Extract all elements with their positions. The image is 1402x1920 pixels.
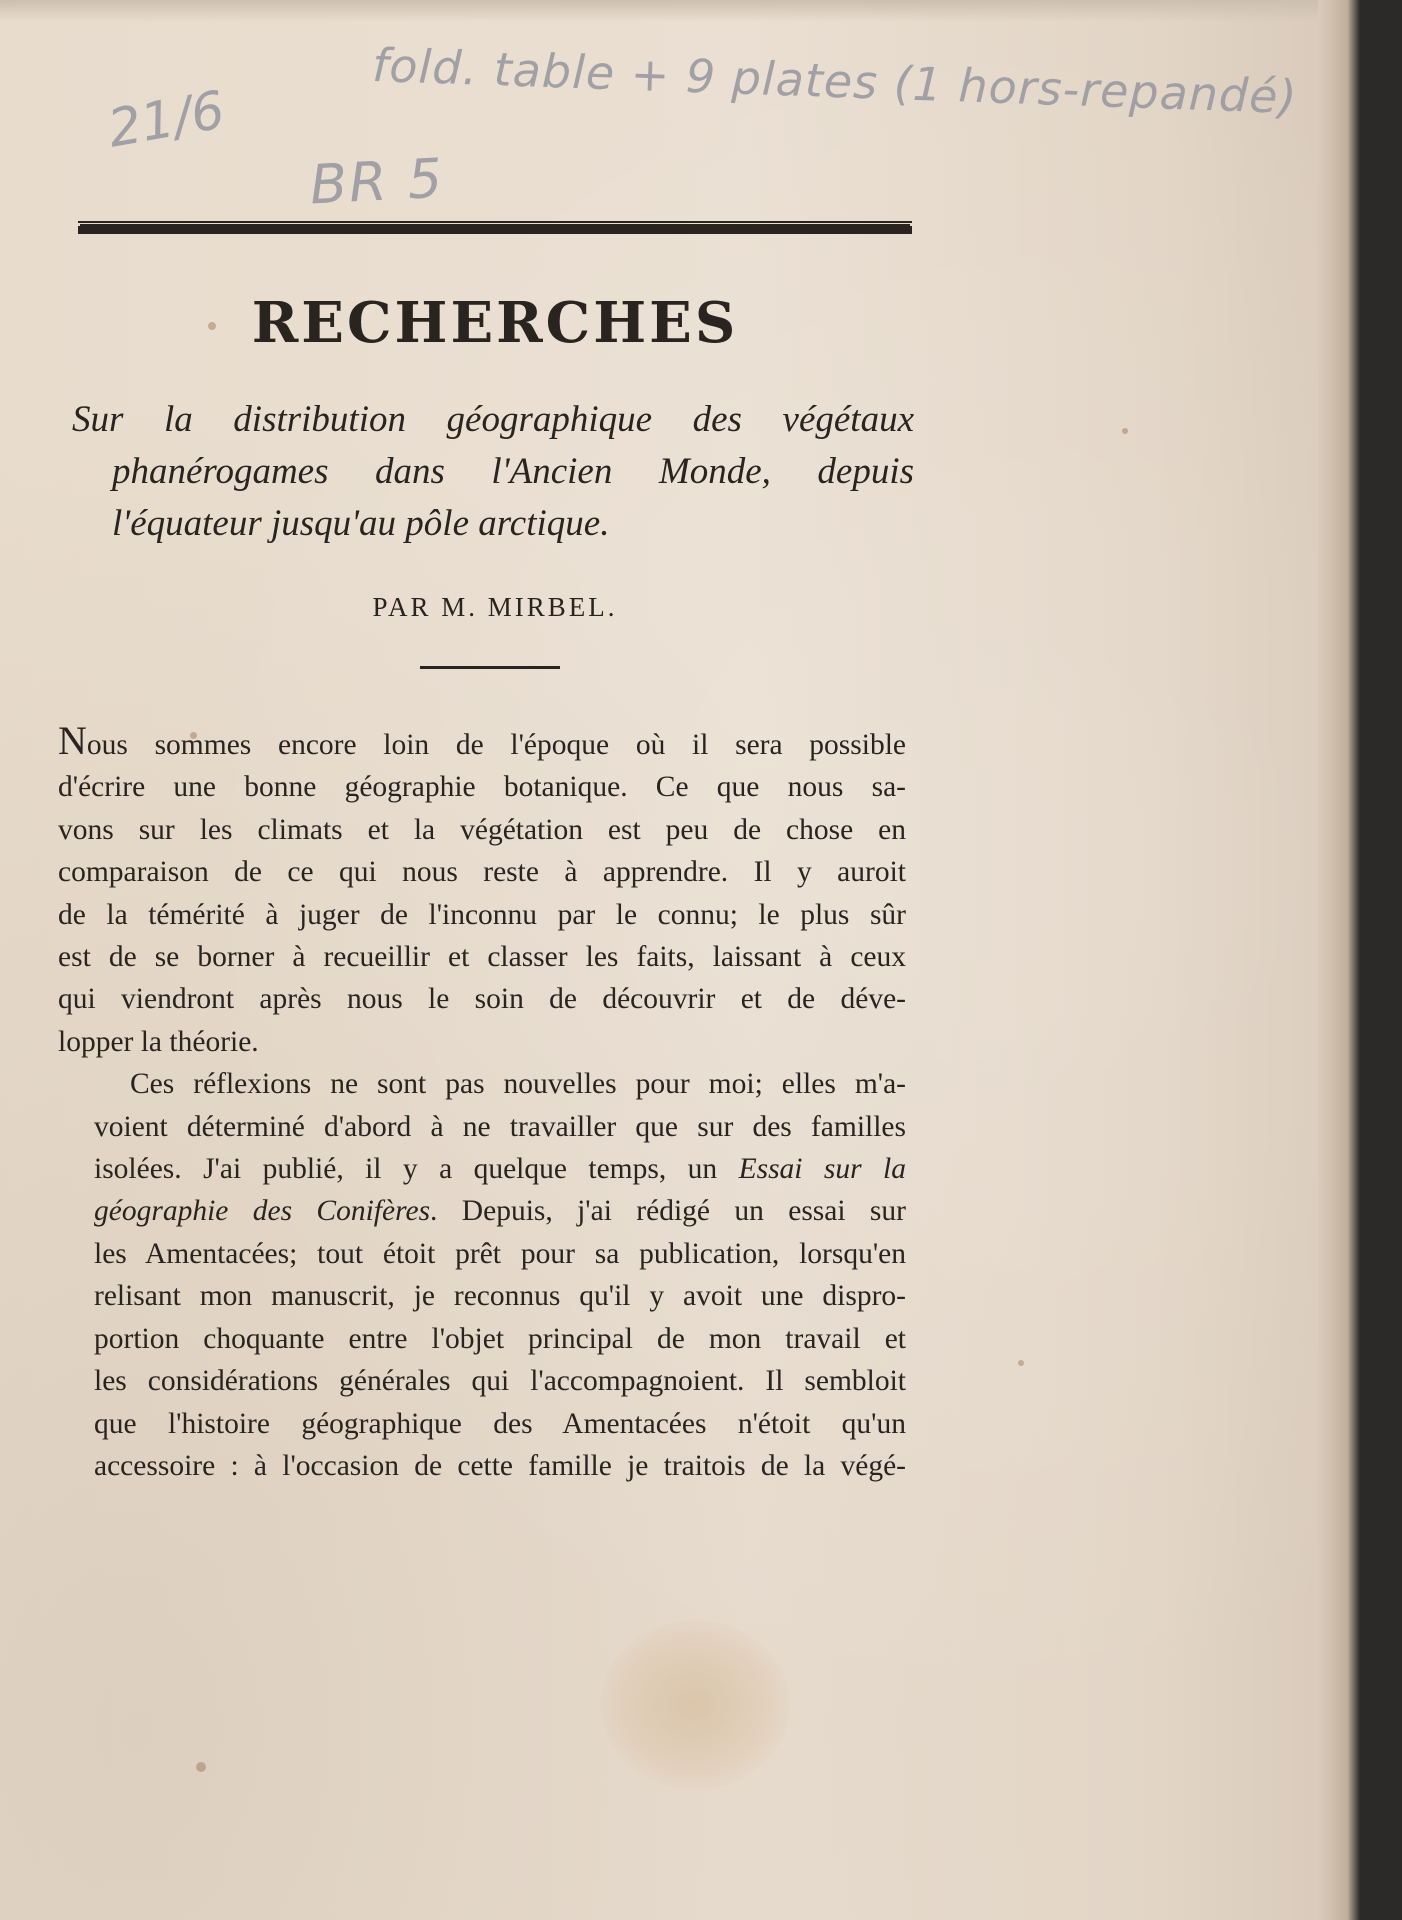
page-subtitle (72, 394, 914, 550)
drop-capital: N (58, 718, 87, 763)
text-line: les Amentacées; tout étoit prêt pour sa publication, lorsqu'en (94, 1237, 906, 1270)
paragraph (58, 1063, 906, 1487)
subtitle-line: phanérogames dans l'Ancien Monde, depuis (112, 451, 914, 492)
section-rule (420, 666, 560, 669)
text-line: que l'histoire géographique des Amentacées n'étoit qu'un (94, 1407, 906, 1440)
text-line: est de se borner à recueillir et classer les faits, laissant à ceux (58, 941, 906, 974)
text-line (58, 718, 906, 766)
text-fragment: ous sommes encore loin de l'époque où il sera possible (86, 729, 906, 761)
body-text (58, 718, 906, 1487)
text-line: portion choquante entre l'objet principal de mon travail et (94, 1322, 906, 1355)
text-line: voient déterminé d'abord à ne travailler que sur des familles (94, 1110, 906, 1143)
header-rule (78, 226, 912, 234)
text-line: accessoire : à l'occasion de cette famille je traitois de la végé- (94, 1449, 906, 1482)
text-line: relisant mon manuscrit, je reconnus qu'il y avoit une dispro- (94, 1280, 906, 1313)
text-fragment: . Depuis, j'ai rédigé un essai sur (430, 1195, 906, 1228)
author-line: PAR M. MIRBEL. (372, 592, 618, 622)
text-line (58, 1148, 906, 1190)
paragraph (58, 718, 906, 1063)
page-title: RECHERCHES (251, 290, 739, 356)
subtitle-line: Sur la distribution géographique des végétaux (72, 399, 914, 440)
text-fragment: isolées. J'ai publié, il y a quelque temps, un (94, 1153, 739, 1186)
foxing-spot (196, 1762, 206, 1772)
text-line: vons sur les climats et la végétation est peu de chose en (58, 813, 906, 846)
text-line: de la témérité à juger de l'inconnu par le connu; le plus sûr (58, 898, 906, 931)
text-line: comparaison de ce qui nous reste à apprendre. Il y auroit (58, 856, 906, 889)
text-line: qui viendront après nous le soin de découvrir et de déve- (58, 983, 906, 1016)
pencil-annotation-number: 21/6 (103, 80, 230, 160)
italic-title-fragment: Essai sur la (738, 1153, 906, 1186)
foxing-spot (1122, 428, 1128, 434)
water-stain (600, 1620, 790, 1790)
text-line: d'écrire une bonne géographie botanique. Ce que nous sa- (58, 771, 906, 804)
text-line: lopper la théorie. (58, 1025, 259, 1058)
foxing-spot (1018, 1360, 1024, 1366)
text-line (58, 1190, 906, 1232)
text-line: les considérations générales qui l'accompagnoient. Il sembloit (94, 1365, 906, 1398)
italic-title-fragment: géographie des Conifères (94, 1195, 431, 1228)
text-line: Ces réflexions ne sont pas nouvelles pour moi; elles m'a- (130, 1068, 906, 1101)
page-top-edge (0, 0, 1360, 22)
page-right-edge (1318, 0, 1360, 1920)
pencil-annotation-shelfmark: BR 5 (308, 146, 446, 217)
pencil-annotation-plates: fold. table + 9 plates (1 hors-repandé) (371, 37, 1299, 125)
subtitle-line: l'équateur jusqu'au pôle arctique. (112, 503, 610, 544)
